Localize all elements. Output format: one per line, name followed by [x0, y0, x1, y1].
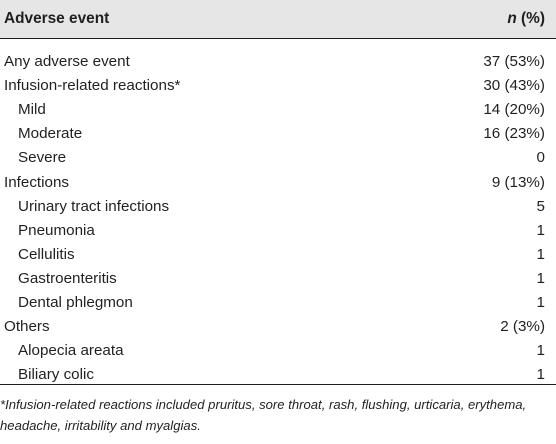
row-value: 9 (13%) — [491, 173, 545, 191]
table-row — [0, 98, 556, 122]
row-label: Gastroenteritis — [18, 269, 117, 287]
header-n: n — [507, 10, 517, 27]
table-row — [0, 122, 556, 146]
row-value: 1 — [536, 342, 545, 360]
header-rule — [0, 38, 556, 39]
row-label: Moderate — [18, 125, 83, 143]
row-label: Infusion-related reactions* — [4, 77, 181, 95]
row-label: Severe — [18, 149, 67, 167]
table-footnote: *Infusion-related reactions included pruritus, sore throat, rash, flushing, urticaria, erythema, headache, irritability and myalgias. — [0, 397, 527, 433]
bottom-rule — [0, 384, 556, 385]
table-row — [0, 243, 556, 267]
row-value: 1 — [536, 269, 545, 287]
row-label: Alopecia areata — [18, 342, 124, 360]
row-label: Dental phlegmon — [18, 294, 133, 311]
row-label: Urinary tract infections — [18, 197, 170, 215]
row-value: 1 — [536, 221, 545, 239]
row-value: 2 (3%) — [500, 318, 545, 336]
table-row — [0, 50, 556, 74]
header-adverse-event: Adverse event — [4, 10, 110, 27]
table-header — [0, 0, 556, 38]
table-row — [0, 339, 556, 363]
row-value: 14 (20%) — [483, 101, 545, 119]
row-value: 1 — [536, 366, 545, 384]
row-label: Others — [4, 318, 50, 336]
row-label: Infections — [4, 173, 70, 191]
row-value: 1 — [536, 294, 545, 311]
table-row — [0, 74, 556, 98]
row-value: 5 — [536, 197, 545, 215]
row-label: Biliary colic — [18, 366, 94, 384]
table-row — [0, 146, 556, 170]
row-label: Any adverse event — [4, 53, 130, 70]
table-row — [0, 171, 556, 195]
table-row — [0, 267, 556, 291]
row-value: 1 — [536, 245, 545, 263]
row-label: Pneumonia — [18, 221, 95, 239]
row-value: 30 (43%) — [483, 77, 545, 95]
row-value: 0 — [536, 149, 545, 167]
row-label: Cellulitis — [18, 245, 75, 263]
table-row — [0, 195, 556, 219]
row-label: Mild — [18, 101, 46, 119]
table-row — [0, 291, 556, 315]
table-row — [0, 219, 556, 243]
row-value: 16 (23%) — [483, 125, 545, 143]
header-n-percent — [507, 0, 545, 38]
table-row — [0, 315, 556, 339]
row-value: 37 (53%) — [483, 53, 545, 70]
header-percent: (%) — [516, 10, 545, 27]
